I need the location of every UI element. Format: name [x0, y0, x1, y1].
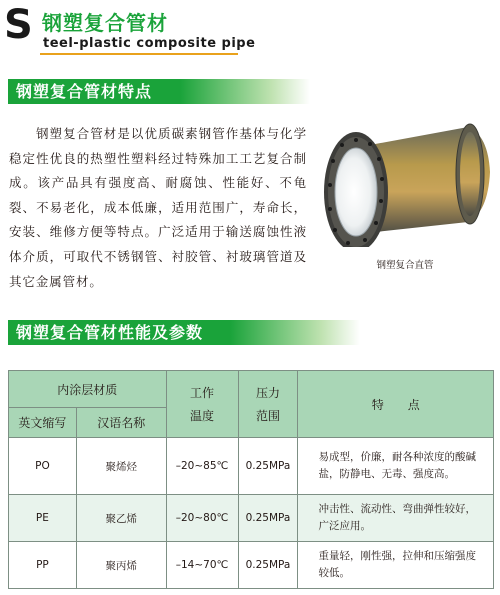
- section-title-features: 钢塑复合管材特点: [16, 82, 153, 101]
- pipe-image: [318, 117, 493, 247]
- table-row: [9, 495, 494, 542]
- header-subtitle: teel-plastic composite pipe: [43, 36, 256, 51]
- header-underline: [40, 53, 238, 55]
- header-abbr: 英文缩写: [9, 408, 77, 438]
- pipe-caption: 钢塑复合直管: [376, 260, 434, 271]
- section-bar-features: [8, 79, 180, 104]
- cell-temp: –20~85℃: [166, 438, 238, 495]
- section-title-params: 钢塑复合管材性能及参数: [16, 323, 204, 342]
- cell-abbr: PP: [9, 542, 77, 589]
- cell-pressure: 0.25MPa: [238, 438, 298, 495]
- cell-pressure: 0.25MPa: [238, 542, 298, 589]
- page-header: [0, 0, 500, 60]
- header-feature: 特 点: [298, 371, 494, 438]
- table-row: [9, 542, 494, 589]
- section-bar-fade-2: [230, 320, 360, 345]
- cell-abbr: PE: [9, 495, 77, 542]
- header-initial: S: [4, 2, 33, 48]
- features-paragraph: 钢塑复合管材是以优质碳素钢管作基体与化学稳定性优良的热塑性塑料经过特殊加工工艺复合制成。该产品具有强度高、耐腐蚀、性能好、不龟裂、不易老化，成本低廉，适用范围广，寿命长，安装、维修方便等特点。广泛适用于输送腐蚀性液体介质，可取代不锈钢管、衬胶管、衬玻璃管道及其它金属管材。: [9, 126, 307, 289]
- cell-feature: 易成型，价廉，耐各种浓度的酸碱盐，防静电、无毒、强度高。: [298, 438, 494, 495]
- header-pressure: 压力 范围: [238, 371, 298, 438]
- table-row: [9, 438, 494, 495]
- cell-feature: 冲击性、流动性、弯曲弹性较好，广泛应用。: [298, 495, 494, 542]
- far-flange-face: [460, 132, 480, 216]
- cell-pressure: 0.25MPa: [238, 495, 298, 542]
- section-bar-fade: [180, 79, 310, 104]
- cell-name: 聚烯烃: [76, 438, 166, 495]
- header-title: 钢塑复合管材: [42, 11, 168, 35]
- cell-temp: –14~70℃: [166, 542, 238, 589]
- cell-name: 聚丙烯: [76, 542, 166, 589]
- header-temperature: 工作 温度: [166, 371, 238, 438]
- section-bar-params: [8, 320, 230, 345]
- cell-abbr: PO: [9, 438, 77, 495]
- header-name: 汉语名称: [76, 408, 166, 438]
- cell-temp: –20~80℃: [166, 495, 238, 542]
- header-material: 内涂层材质: [9, 371, 167, 408]
- params-table: [8, 370, 494, 589]
- cell-feature: 重量轻，刚性强，拉伸和压缩强度较低。: [298, 542, 494, 589]
- inner-liner: [335, 148, 377, 236]
- cell-name: 聚乙烯: [76, 495, 166, 542]
